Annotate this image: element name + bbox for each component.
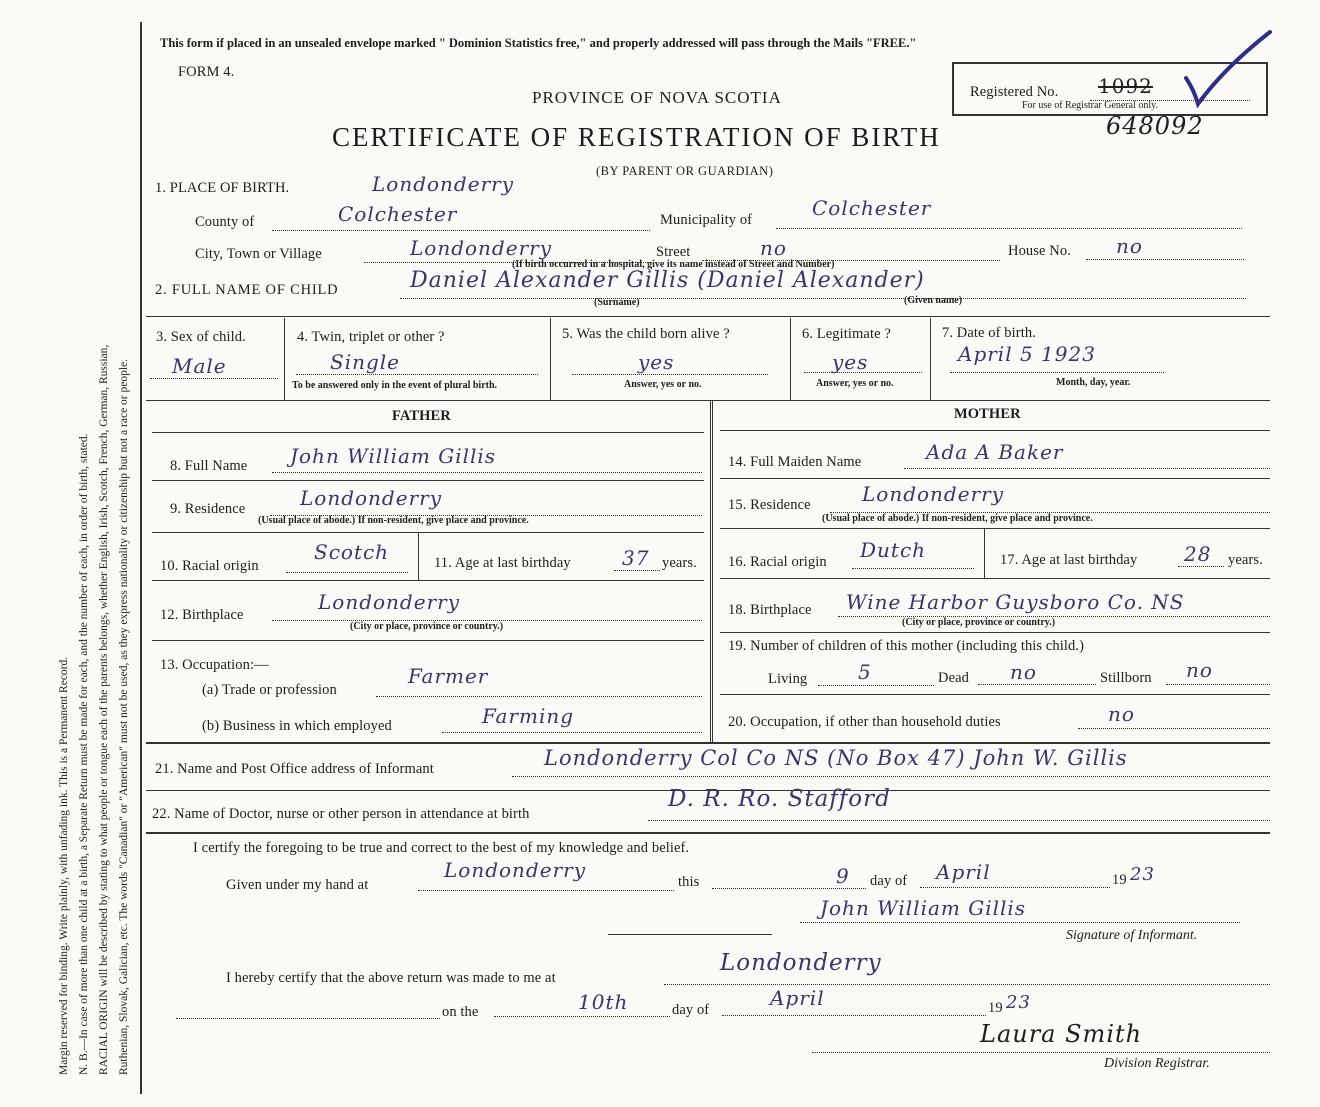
county-value: Colchester: [338, 202, 458, 226]
twin-note: To be answered only in the event of plural birth.: [292, 380, 498, 391]
mother-children-label: 19. Number of children of this mother (including this child.): [728, 638, 1085, 654]
registrar-statement: I hereby certify that the above return was made to me at: [226, 970, 556, 986]
binding-margin: [0, 0, 140, 1107]
legitimate-note: Answer, yes or no.: [816, 378, 894, 389]
mother-birthplace-value: Wine Harbor Guysboro Co. NS: [846, 590, 1185, 614]
given-month-value: April: [936, 860, 991, 884]
mother-stillborn-value: no: [1186, 658, 1213, 682]
mother-name-value: Ada A Baker: [926, 440, 1064, 464]
father-residence-value: Londonderry: [300, 486, 442, 510]
on-the-label: on the: [442, 1004, 479, 1020]
street-value: no: [760, 236, 787, 260]
registrar-day-value: 10th: [578, 990, 629, 1014]
city-label: City, Town or Village: [195, 246, 322, 262]
mother-occupation-value: no: [1108, 702, 1135, 726]
sex-label: 3. Sex of child.: [156, 329, 246, 345]
signature-of-informant-label: Signature of Informant.: [1066, 928, 1198, 943]
registrar-day-of-label: day of: [672, 1002, 710, 1018]
margin-note-1: Margin reserved for binding. Write plainly, with unfading ink. This is a Permanent Record.: [58, 656, 70, 1075]
mother-age-value: 28: [1184, 542, 1212, 566]
mother-age-unit: years.: [1228, 552, 1263, 568]
father-residence-label: 9. Residence: [170, 501, 246, 517]
legitimate-label: 6. Legitimate ?: [802, 326, 891, 342]
mother-occupation-label: 20. Occupation, if other than household duties: [728, 714, 1001, 730]
legitimate-value: yes: [832, 350, 869, 374]
registered-value: 1092: [1098, 74, 1153, 98]
father-trade-label: (a) Trade or profession: [202, 682, 337, 698]
informant-value: Londonderry Col Co NS (No Box 47) John W. Gillis: [544, 746, 1128, 770]
registrar-signature: Laura Smith: [980, 1020, 1143, 1048]
checkmark-icon: [1180, 28, 1280, 108]
alive-note: Answer, yes or no.: [624, 379, 702, 390]
mother-living-value: 5: [858, 660, 872, 684]
alive-value: yes: [638, 350, 675, 374]
postal-note: This form if placed in an unsealed envelope marked " Dominion Statistics free," and properly addressed will pass through the Mails "FREE.": [160, 36, 917, 50]
father-heading: FATHER: [392, 408, 451, 424]
father-residence-note: (Usual place of abode.) If non-resident, give place and province.: [258, 515, 529, 526]
margin-note-2: N. B.—In case of more than one child at a birth, a Separate Return must be made for each, and the number of each, in order of birth, stated.: [78, 433, 90, 1075]
mother-residence-label: 15. Residence: [728, 497, 811, 513]
informant-certification: I certify the foregoing to be true and correct to the best of my knowledge and belief.: [193, 840, 690, 856]
alive-label: 5. Was the child born alive ?: [562, 326, 730, 342]
binding-rule: [140, 22, 142, 1094]
twin-label: 4. Twin, triplet or other ?: [297, 329, 445, 345]
father-birthplace-note: (City or place, province or country.): [350, 621, 504, 632]
house-value: no: [1116, 234, 1143, 258]
father-business-value: Farming: [482, 704, 575, 728]
street-label: Street: [656, 244, 691, 260]
dob-value: April 5 1923: [958, 342, 1096, 366]
child-name-label: 2. FULL NAME OF CHILD: [155, 282, 339, 298]
mother-residence-note: (Usual place of abode.) If non-resident, give place and province.: [822, 513, 1093, 524]
mother-race-value: Dutch: [860, 538, 927, 562]
mother-birthplace-note: (City or place, province or country.): [902, 617, 1056, 628]
registration-number: 648092: [1106, 112, 1204, 140]
given-year-suffix: 23: [1130, 864, 1155, 885]
father-business-label: (b) Business in which employed: [202, 718, 392, 734]
sex-value: Male: [172, 354, 227, 378]
hospital-note: (If birth occurred in a hospital, give its name instead of Street and Number): [512, 259, 835, 270]
informant-label: 21. Name and Post Office address of Informant: [155, 761, 434, 777]
informant-signature: John William Gillis: [820, 896, 1027, 920]
margin-note-4: Ruthenian, Slovak, Galician, etc. The words "Canadian" or "American" must not be used, as they express nationality or citizenship but not a race or people.: [118, 358, 130, 1075]
registrar-note: For use of Registrar General only.: [1022, 100, 1158, 111]
father-name-value: John William Gillis: [290, 444, 497, 468]
father-race-value: Scotch: [314, 540, 390, 564]
document-subtitle: (BY PARENT OR GUARDIAN): [596, 164, 774, 178]
registrar-year-suffix: 23: [1006, 992, 1031, 1013]
surname-note: (Surname): [594, 297, 640, 308]
mother-stillborn-label: Stillborn: [1100, 670, 1152, 686]
father-trade-value: Farmer: [408, 664, 489, 688]
doctor-value: D. R. Ro. Stafford: [668, 786, 891, 812]
father-birthplace-value: Londonderry: [318, 590, 460, 614]
father-age-value: 37: [622, 546, 650, 570]
place-of-birth-label: 1. PLACE OF BIRTH.: [155, 180, 290, 196]
division-registrar-label: Division Registrar.: [1104, 1056, 1210, 1071]
mother-living-label: Living: [768, 671, 808, 687]
father-age-unit: years.: [662, 555, 697, 571]
mother-name-label: 14. Full Maiden Name: [728, 454, 862, 470]
given-day-value: 9: [836, 864, 850, 888]
city-value: Londonderry: [410, 236, 552, 260]
father-race-label: 10. Racial origin: [160, 558, 259, 574]
margin-note-3: RACIAL ORIGIN will be described by stating to what people or tongue each of the parents belongs, whether English, Irish, Scotch, French, German, Russian,: [98, 344, 110, 1075]
place-of-birth-value: Londonderry: [372, 172, 514, 196]
given-name-note: (Given name): [904, 295, 963, 306]
this-label: this: [678, 874, 700, 890]
given-year-prefix: 19: [1112, 872, 1127, 888]
doctor-label: 22. Name of Doctor, nurse or other person in attendance at birth: [152, 806, 530, 822]
twin-value: Single: [330, 350, 401, 374]
house-label: House No.: [1008, 243, 1071, 259]
registrar-month-value: April: [770, 986, 825, 1010]
father-age-label: 11. Age at last birthday: [434, 555, 571, 571]
registrar-year-prefix: 19: [988, 1000, 1003, 1016]
child-name-value: Daniel Alexander Gillis (Daniel Alexander): [410, 268, 925, 293]
province-heading: PROVINCE OF NOVA SCOTIA: [532, 88, 782, 107]
municipality-value: Colchester: [812, 196, 932, 220]
registrar-place-value: Londonderry: [720, 950, 882, 976]
mother-dead-value: no: [1010, 660, 1037, 684]
mother-birthplace-label: 18. Birthplace: [728, 602, 812, 618]
dob-label: 7. Date of birth.: [942, 325, 1036, 341]
county-label: County of: [195, 214, 255, 230]
mother-heading: MOTHER: [954, 406, 1021, 422]
registered-label: Registered No.: [970, 84, 1059, 100]
father-name-label: 8. Full Name: [170, 458, 248, 474]
mother-residence-value: Londonderry: [862, 482, 1004, 506]
given-place-value: Londonderry: [444, 858, 586, 882]
mother-dead-label: Dead: [938, 670, 969, 686]
given-under-label: Given under my hand at: [226, 877, 369, 893]
father-birthplace-label: 12. Birthplace: [160, 607, 244, 623]
dob-note: Month, day, year.: [1056, 377, 1131, 388]
day-of-label: day of: [870, 873, 908, 889]
mother-age-label: 17. Age at last birthday: [1000, 552, 1138, 568]
father-occupation-label: 13. Occupation:—: [160, 657, 269, 673]
municipality-label: Municipality of: [660, 212, 753, 228]
form-number: FORM 4.: [178, 64, 235, 80]
document-title: CERTIFICATE OF REGISTRATION OF BIRTH: [332, 122, 941, 152]
mother-race-label: 16. Racial origin: [728, 554, 827, 570]
